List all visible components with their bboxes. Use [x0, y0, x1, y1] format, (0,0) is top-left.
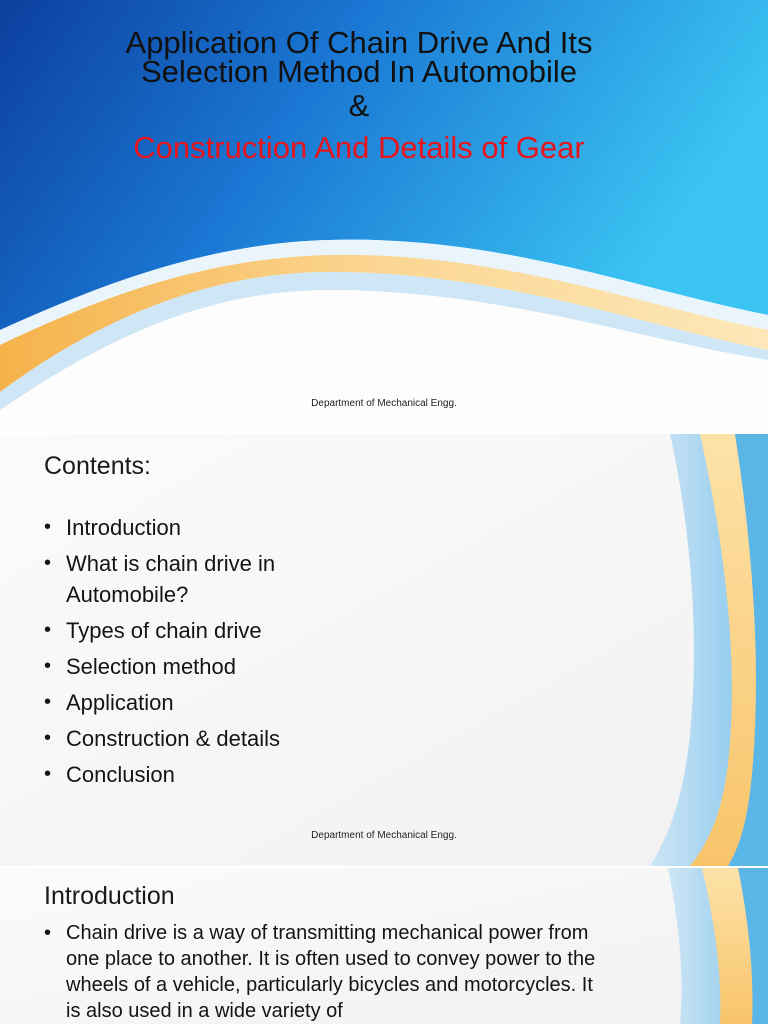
- contents-slide-footer: Department of Mechanical Engg.: [311, 830, 457, 841]
- bullet-icon: •: [44, 691, 52, 713]
- contents-item-label: Conclusion: [66, 762, 175, 787]
- bullet-icon: •: [44, 516, 52, 538]
- bullet-icon: •: [44, 727, 52, 749]
- contents-item-label: Selection method: [66, 654, 236, 679]
- bullet-icon: •: [44, 763, 52, 785]
- title-block: [0, 25, 718, 170]
- list-item: [44, 759, 326, 790]
- contents-item-label: Types of chain drive: [66, 618, 262, 643]
- bullet-icon: •: [44, 552, 52, 574]
- contents-slide: [0, 434, 768, 866]
- list-item: [44, 512, 326, 543]
- title-ampersand: &: [348, 88, 370, 123]
- introduction-list: [44, 920, 606, 1024]
- bullet-icon: •: [44, 922, 52, 944]
- contents-item-label: What is chain drive in Automobile?: [66, 551, 276, 607]
- title-line-3: Construction And Details of Gear: [133, 130, 585, 165]
- title-slide-footer: Department of Mechanical Engg.: [311, 398, 457, 409]
- list-item: [44, 651, 326, 682]
- bullet-icon: •: [44, 619, 52, 641]
- list-item: [44, 687, 326, 718]
- list-item: [44, 920, 606, 1024]
- contents-list: [44, 512, 326, 795]
- list-item: [44, 615, 326, 646]
- contents-item-label: Application: [66, 690, 174, 715]
- list-item: [44, 548, 326, 610]
- title-slide: [0, 0, 768, 432]
- bullet-icon: •: [44, 655, 52, 677]
- list-item: [44, 723, 326, 754]
- contents-item-label: Introduction: [66, 515, 181, 540]
- title-line-1: Application Of Chain Drive And Its: [125, 25, 593, 60]
- contents-item-label: Construction & details: [66, 726, 280, 751]
- title-line-2: Selection Method In Automobile: [141, 54, 577, 89]
- introduction-slide: [0, 868, 768, 1024]
- introduction-heading: Introduction: [44, 882, 175, 910]
- introduction-paragraph: Chain drive is a way of transmitting mechanical power from one place to another. It is often used to convey power to the wheels of a vehicle, particularly bicycles and motorcycles. It is also used in a wide variety of: [66, 922, 596, 1022]
- contents-heading: Contents:: [44, 452, 152, 480]
